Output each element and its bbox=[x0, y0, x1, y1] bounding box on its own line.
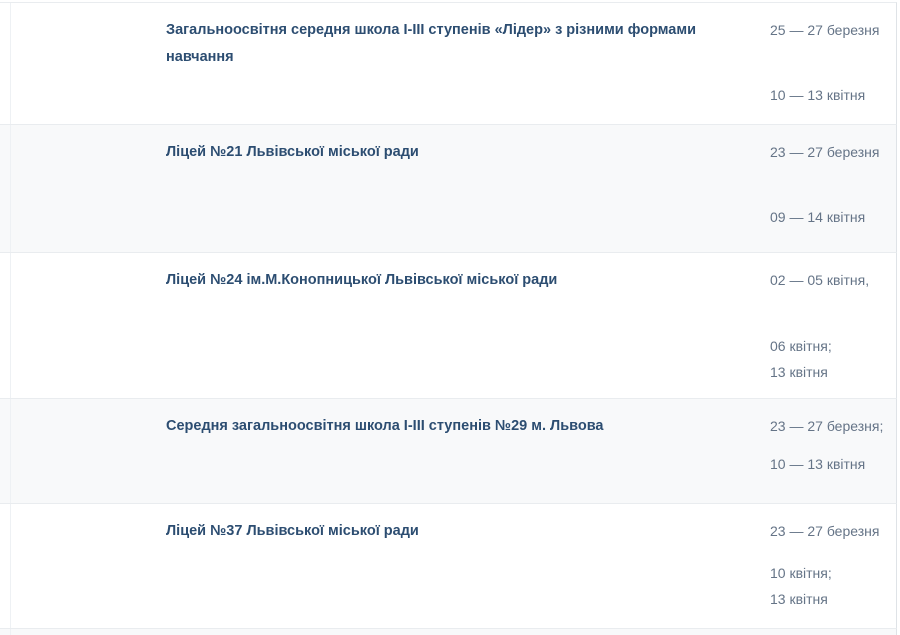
vacation-dates-cell bbox=[770, 521, 897, 610]
vacation-date: 06 квітня; bbox=[770, 338, 832, 354]
vacation-date: 13 квітня bbox=[770, 364, 828, 380]
vacation-dates-cell bbox=[770, 270, 897, 383]
school-name-cell bbox=[166, 267, 751, 294]
vacation-date: 23 — 27 березня bbox=[770, 523, 880, 539]
vacation-date: 25 — 27 березня bbox=[770, 22, 880, 38]
vacation-dates-cell bbox=[770, 20, 897, 106]
table-row bbox=[0, 124, 897, 252]
vacation-dates-cell bbox=[770, 416, 897, 475]
school-name: Ліцей №37 Львівської міської ради bbox=[166, 523, 419, 539]
school-name: Загальноосвітня середня школа І-ІІІ ступенів «Лідер» з різними формами навчання bbox=[166, 22, 696, 65]
table-row bbox=[0, 398, 897, 503]
left-gutter-cell bbox=[0, 504, 11, 628]
school-name-cell bbox=[166, 17, 751, 71]
school-name-cell bbox=[166, 518, 751, 545]
school-name: Ліцей №21 Львівської міської ради bbox=[166, 144, 419, 160]
vacation-date: 10 квітня; bbox=[770, 565, 832, 581]
vacation-date: 02 — 05 квітня, bbox=[770, 272, 870, 288]
left-gutter-cell bbox=[0, 125, 11, 252]
vacation-date: 23 — 27 березня bbox=[770, 144, 880, 160]
table-row bbox=[0, 503, 897, 628]
table-row bbox=[0, 628, 897, 635]
vacation-dates-cell bbox=[770, 142, 897, 228]
vacation-date: 13 квітня bbox=[770, 591, 828, 607]
table-row bbox=[0, 252, 897, 398]
table-row bbox=[0, 2, 897, 124]
vacation-date: 09 — 14 квітня bbox=[770, 209, 866, 225]
school-name-cell bbox=[166, 139, 751, 166]
left-gutter-cell bbox=[0, 629, 11, 635]
school-name: Ліцей №24 ім.М.Конопницької Львівської міської ради bbox=[166, 272, 558, 288]
vacation-date: 10 — 13 квітня bbox=[770, 87, 866, 103]
vacation-date: 23 — 27 березня; bbox=[770, 418, 884, 434]
school-name-cell bbox=[166, 413, 751, 440]
school-name: Середня загальноосвітня школа І-ІІІ ступенів №29 м. Львова bbox=[166, 418, 604, 434]
left-gutter-cell bbox=[0, 253, 11, 398]
left-gutter-cell bbox=[0, 3, 11, 124]
vacation-date: 10 — 13 квітня bbox=[770, 456, 866, 472]
left-gutter-cell bbox=[0, 399, 11, 503]
